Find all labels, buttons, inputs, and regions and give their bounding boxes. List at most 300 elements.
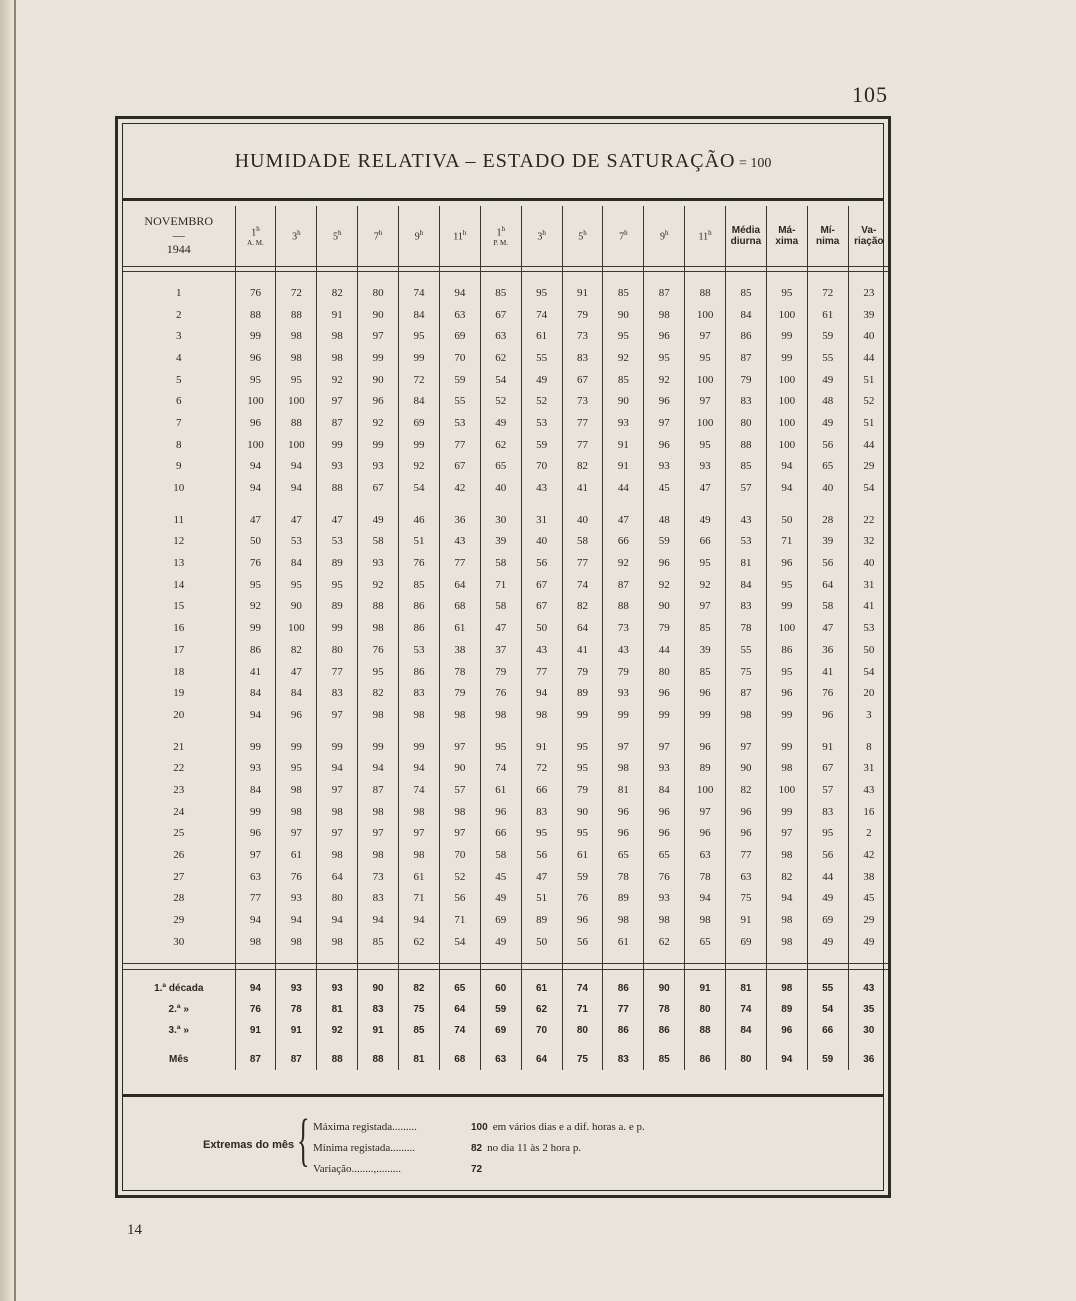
data-cell: 47: [603, 509, 644, 531]
spacer-cell: [603, 726, 644, 736]
data-cell: 86: [644, 1020, 685, 1041]
row-label: 20: [173, 708, 185, 721]
row-label: 1.ª década: [154, 982, 204, 994]
row-label: 19: [173, 687, 185, 700]
spacer-cell: [562, 953, 603, 964]
data-cell: 48: [807, 390, 848, 412]
summary-row: [123, 999, 889, 1020]
data-cell: 38: [848, 866, 889, 888]
data-cell: 57: [807, 779, 848, 801]
row-spacer: [123, 272, 889, 283]
data-cell: 99: [235, 736, 276, 758]
data-cell: 88: [358, 596, 399, 618]
data-cell: 77: [439, 434, 480, 456]
data-cell: 77: [235, 888, 276, 910]
hour-sup: h: [583, 229, 587, 238]
header-stat-2: [807, 206, 848, 267]
spacer-cell: [766, 272, 807, 283]
data-cell: 98: [685, 909, 726, 931]
data-cell: 88: [358, 1049, 399, 1070]
data-cell: 95: [521, 823, 562, 845]
row-label: 9: [176, 460, 182, 473]
data-cell: 95: [317, 574, 358, 596]
data-cell: 77: [603, 999, 644, 1020]
data-cell: 71: [766, 531, 807, 553]
data-cell: 74: [399, 779, 440, 801]
data-cell: 80: [726, 412, 767, 434]
data-cell: 49: [685, 509, 726, 531]
data-cell: 95: [644, 347, 685, 369]
data-cell: 73: [562, 390, 603, 412]
spacer-cell: [726, 499, 767, 509]
row-label: 29: [173, 914, 185, 927]
extreme-label: Variação........,.........: [313, 1163, 401, 1175]
data-cell: 84: [726, 304, 767, 326]
header-hour-4: [399, 206, 440, 267]
data-cell: 96: [235, 412, 276, 434]
data-cell: 99: [276, 736, 317, 758]
data-cell: 72: [807, 282, 848, 304]
data-cell: 89: [766, 999, 807, 1020]
spacer-cell: [766, 726, 807, 736]
stat-label-line: Mí-: [820, 224, 835, 236]
data-cell: 63: [685, 844, 726, 866]
data-cell: 58: [358, 531, 399, 553]
hour-number: 3: [537, 231, 543, 243]
spacer-cell: [480, 969, 521, 978]
data-cell: 97: [685, 801, 726, 823]
data-cell: 96: [358, 390, 399, 412]
row-label: 30: [173, 935, 185, 948]
row-label: 11: [173, 513, 185, 526]
data-cell: 98: [399, 844, 440, 866]
data-cell: 96: [807, 704, 848, 726]
data-cell: 96: [685, 736, 726, 758]
data-cell: 39: [848, 304, 889, 326]
table-row: [123, 931, 889, 953]
spacer-cell: [480, 1041, 521, 1049]
data-cell: 99: [317, 434, 358, 456]
data-cell: 29: [848, 909, 889, 931]
data-cell: 84: [399, 390, 440, 412]
data-cell: 51: [521, 888, 562, 910]
header-stat-0: [726, 206, 767, 267]
data-cell: 79: [480, 661, 521, 683]
data-cell: 97: [317, 823, 358, 845]
data-cell: 49: [358, 509, 399, 531]
extreme-value: 82: [471, 1143, 483, 1154]
data-cell: 79: [726, 369, 767, 391]
data-cell: 76: [358, 639, 399, 661]
data-cell: 80: [317, 888, 358, 910]
data-cell: 86: [603, 1020, 644, 1041]
page-title: [123, 150, 883, 173]
data-cell: 85: [358, 931, 399, 953]
data-cell: 79: [644, 617, 685, 639]
data-cell: 82: [562, 596, 603, 618]
data-cell: 96: [562, 909, 603, 931]
data-cell: 97: [317, 704, 358, 726]
spacer-cell: [848, 953, 889, 964]
data-cell: 47: [685, 477, 726, 499]
hour-number: 7: [619, 231, 625, 243]
spacer-cell: [726, 1041, 767, 1049]
data-cell: 65: [480, 456, 521, 478]
data-cell: 98: [399, 704, 440, 726]
table-body: [123, 267, 889, 1070]
data-cell: 96: [726, 801, 767, 823]
data-cell: 99: [358, 434, 399, 456]
data-cell: 98: [644, 304, 685, 326]
data-cell: 53: [726, 531, 767, 553]
data-cell: 94: [766, 456, 807, 478]
data-cell: 91: [603, 456, 644, 478]
data-cell: 31: [848, 574, 889, 596]
table-row: [123, 704, 889, 726]
data-cell: 98: [317, 325, 358, 347]
data-cell: 41: [807, 661, 848, 683]
header-month: NOVEMBRO: [144, 214, 214, 229]
data-cell: 90: [726, 757, 767, 779]
data-cell: 83: [807, 801, 848, 823]
data-cell: 49: [480, 931, 521, 953]
spacer-cell: [807, 953, 848, 964]
header-hour-0: [235, 206, 276, 267]
data-cell: 78: [726, 617, 767, 639]
data-cell: 47: [276, 509, 317, 531]
data-cell: 73: [603, 617, 644, 639]
data-cell: 98: [276, 347, 317, 369]
data-cell: 96: [644, 552, 685, 574]
data-cell: 80: [726, 1049, 767, 1070]
header-hour-label: [563, 229, 603, 243]
data-cell: 30: [848, 1020, 889, 1041]
header-hour-6: [480, 206, 521, 267]
data-cell: 99: [358, 736, 399, 758]
data-cell: 61: [603, 931, 644, 953]
data-cell: 71: [562, 999, 603, 1020]
header-hour-7: [521, 206, 562, 267]
data-cell: 96: [480, 801, 521, 823]
data-cell: 91: [603, 434, 644, 456]
data-cell: 77: [317, 661, 358, 683]
data-cell: 61: [399, 866, 440, 888]
header-hour-label: [522, 229, 562, 243]
data-cell: 87: [726, 347, 767, 369]
data-cell: 75: [726, 661, 767, 683]
data-cell: 89: [317, 552, 358, 574]
table-row: [123, 779, 889, 801]
data-cell: 85: [480, 282, 521, 304]
data-cell: 88: [317, 477, 358, 499]
data-cell: 93: [235, 757, 276, 779]
data-cell: 66: [603, 531, 644, 553]
data-cell: 66: [480, 823, 521, 845]
data-cell: 79: [562, 661, 603, 683]
row-label: 26: [173, 849, 185, 862]
data-cell: 39: [480, 531, 521, 553]
spacer-cell: [480, 726, 521, 736]
header-hour-label: [685, 229, 725, 243]
hour-sup: h: [501, 225, 505, 234]
data-cell: 84: [276, 552, 317, 574]
data-cell: 95: [276, 369, 317, 391]
data-cell: 41: [235, 661, 276, 683]
data-cell: 85: [726, 282, 767, 304]
data-cell: 74: [521, 304, 562, 326]
data-cell: 98: [766, 931, 807, 953]
extreme-note: no dia 11 às 2 hora p.: [487, 1142, 582, 1154]
spacer-cell: [399, 969, 440, 978]
data-cell: 70: [521, 1020, 562, 1041]
data-cell: 74: [562, 978, 603, 999]
data-cell: 82: [766, 866, 807, 888]
spacer-cell: [603, 272, 644, 283]
data-cell: 68: [439, 596, 480, 618]
table-row: [123, 390, 889, 412]
spacer-cell: [439, 272, 480, 283]
data-cell: 64: [317, 866, 358, 888]
row-label: 2.ª »: [168, 1003, 189, 1015]
signature-mark: 14: [127, 1222, 142, 1238]
spacer-cell: [726, 272, 767, 283]
data-cell: 85: [603, 282, 644, 304]
data-cell: 64: [439, 574, 480, 596]
data-cell: 96: [644, 682, 685, 704]
data-cell: 77: [439, 552, 480, 574]
data-cell: 93: [603, 412, 644, 434]
data-cell: 94: [766, 1049, 807, 1070]
data-cell: 94: [358, 909, 399, 931]
data-cell: 82: [726, 779, 767, 801]
data-cell: 95: [521, 282, 562, 304]
data-cell: 52: [480, 390, 521, 412]
data-cell: 64: [807, 574, 848, 596]
data-cell: 47: [807, 617, 848, 639]
data-cell: 94: [276, 909, 317, 931]
row-label: 22: [173, 762, 185, 775]
spacer-cell: [123, 1041, 235, 1049]
data-cell: 56: [562, 931, 603, 953]
data-cell: 39: [685, 639, 726, 661]
data-cell: 65: [685, 931, 726, 953]
row-label: 4: [176, 351, 182, 364]
data-cell: 76: [235, 999, 276, 1020]
data-cell: 94: [766, 888, 807, 910]
header-dash: —: [172, 228, 185, 243]
data-cell: 61: [276, 844, 317, 866]
data-cell: 93: [358, 552, 399, 574]
data-cell: 97: [317, 390, 358, 412]
data-cell: 96: [603, 801, 644, 823]
data-cell: 86: [603, 978, 644, 999]
spacer-cell: [123, 726, 235, 736]
spacer-cell: [521, 953, 562, 964]
spacer-cell: [562, 499, 603, 509]
data-cell: 65: [807, 456, 848, 478]
data-cell: 97: [603, 736, 644, 758]
spacer-cell: [480, 499, 521, 509]
data-cell: 90: [439, 757, 480, 779]
data-cell: 85: [644, 1049, 685, 1070]
data-cell: 99: [235, 325, 276, 347]
data-cell: 100: [766, 434, 807, 456]
data-cell: 54: [480, 369, 521, 391]
data-cell: 58: [562, 531, 603, 553]
row-label: 3.ª »: [168, 1024, 189, 1036]
extremes-list: [313, 1117, 645, 1180]
data-cell: 65: [644, 844, 685, 866]
spacer-cell: [317, 969, 358, 978]
data-cell: 76: [644, 866, 685, 888]
spacer-cell: [521, 272, 562, 283]
data-cell: 52: [439, 866, 480, 888]
data-cell: 59: [562, 866, 603, 888]
data-cell: 94: [276, 477, 317, 499]
data-cell: 95: [603, 325, 644, 347]
data-cell: 63: [480, 325, 521, 347]
spacer-cell: [317, 726, 358, 736]
stat-label-line: riação: [854, 236, 884, 247]
spacer-cell: [317, 1041, 358, 1049]
data-cell: 97: [644, 736, 685, 758]
humidity-table: [123, 206, 889, 1070]
data-cell: 100: [766, 412, 807, 434]
data-cell: 100: [766, 369, 807, 391]
data-cell: 50: [766, 509, 807, 531]
header-month-year: [123, 206, 235, 267]
data-cell: 78: [685, 866, 726, 888]
data-cell: 62: [521, 999, 562, 1020]
data-cell: 67: [521, 596, 562, 618]
data-cell: 90: [644, 978, 685, 999]
header-hour-label: [276, 229, 316, 243]
data-cell: 64: [439, 999, 480, 1020]
table-row: [123, 552, 889, 574]
row-label: 1: [176, 286, 182, 299]
header-hour-9: [603, 206, 644, 267]
data-cell: 45: [644, 477, 685, 499]
data-cell: 53: [439, 412, 480, 434]
row-label: 5: [176, 373, 182, 386]
data-cell: 56: [521, 844, 562, 866]
data-cell: 78: [603, 866, 644, 888]
data-cell: 94: [317, 757, 358, 779]
spacer-cell: [603, 969, 644, 978]
data-cell: 44: [644, 639, 685, 661]
data-cell: 88: [276, 304, 317, 326]
data-cell: 96: [644, 434, 685, 456]
data-cell: 30: [480, 509, 521, 531]
data-cell: 94: [235, 456, 276, 478]
spacer-cell: [521, 499, 562, 509]
data-cell: 40: [521, 531, 562, 553]
data-cell: 40: [848, 552, 889, 574]
data-cell: 98: [644, 909, 685, 931]
data-cell: 57: [726, 477, 767, 499]
data-cell: 66: [521, 779, 562, 801]
data-cell: 63: [439, 304, 480, 326]
data-cell: 47: [521, 866, 562, 888]
data-cell: 70: [439, 844, 480, 866]
data-cell: 98: [317, 931, 358, 953]
data-cell: 75: [562, 1049, 603, 1070]
table-row: [123, 909, 889, 931]
data-cell: 79: [603, 661, 644, 683]
hour-number: 1: [251, 227, 257, 239]
data-cell: 54: [399, 477, 440, 499]
data-cell: 98: [358, 801, 399, 823]
data-cell: 67: [521, 574, 562, 596]
data-cell: 90: [358, 304, 399, 326]
spacer-cell: [766, 969, 807, 978]
spacer-cell: [807, 1041, 848, 1049]
spacer-cell: [603, 953, 644, 964]
spacer-cell: [562, 1041, 603, 1049]
data-cell: 75: [726, 888, 767, 910]
data-cell: 95: [766, 661, 807, 683]
spacer-cell: [521, 726, 562, 736]
data-cell: 87: [726, 682, 767, 704]
data-cell: 99: [603, 704, 644, 726]
data-cell: 96: [766, 552, 807, 574]
data-cell: 98: [439, 801, 480, 823]
data-cell: 73: [358, 866, 399, 888]
header-hour-label: [236, 225, 276, 239]
data-cell: 95: [562, 757, 603, 779]
data-cell: 53: [317, 531, 358, 553]
data-cell: 74: [439, 1020, 480, 1041]
data-cell: 8: [848, 736, 889, 758]
data-cell: 89: [603, 888, 644, 910]
spacer-cell: [848, 499, 889, 509]
data-cell: 85: [685, 617, 726, 639]
data-cell: 53: [399, 639, 440, 661]
data-cell: 89: [685, 757, 726, 779]
data-cell: 49: [480, 412, 521, 434]
data-cell: 84: [726, 1020, 767, 1041]
data-cell: 96: [685, 682, 726, 704]
data-cell: 99: [766, 801, 807, 823]
data-cell: 23: [848, 282, 889, 304]
data-cell: 97: [235, 844, 276, 866]
data-cell: 43: [521, 477, 562, 499]
data-cell: 65: [603, 844, 644, 866]
data-cell: 74: [726, 999, 767, 1020]
spacer-cell: [644, 953, 685, 964]
row-spacer: [123, 953, 889, 964]
row-label: 6: [176, 395, 182, 408]
data-cell: 49: [521, 369, 562, 391]
data-cell: 43: [848, 978, 889, 999]
table-row: [123, 412, 889, 434]
data-cell: 61: [439, 617, 480, 639]
data-cell: 58: [480, 844, 521, 866]
spacer-cell: [123, 969, 235, 978]
data-cell: 96: [766, 1020, 807, 1041]
data-cell: 69: [726, 931, 767, 953]
data-cell: 91: [562, 282, 603, 304]
hour-sup: h: [624, 229, 628, 238]
data-cell: 59: [644, 531, 685, 553]
data-cell: 22: [848, 509, 889, 531]
data-cell: 87: [276, 1049, 317, 1070]
spacer-cell: [848, 969, 889, 978]
data-cell: 100: [235, 434, 276, 456]
stat-label-line: diurna: [730, 236, 762, 247]
data-cell: 96: [235, 347, 276, 369]
data-cell: 61: [521, 978, 562, 999]
